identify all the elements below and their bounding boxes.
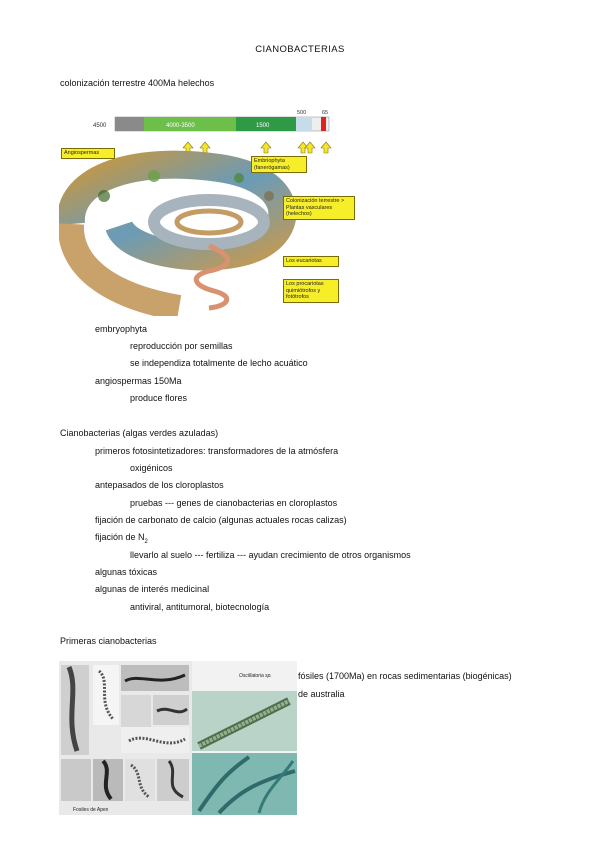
item-calcium: fijación de carbonato de calcio (algunas actuales rocas calizas) — [95, 515, 347, 525]
note-flowers: produce flores — [130, 393, 188, 403]
item-soil: llevarlo al suelo --- fertiliza --- ayudan crecimiento de otros organismos — [130, 550, 411, 560]
item-evidence: pruebas --- genes de cianobacterias en cloroplastos — [130, 498, 338, 508]
fossil-microscopy-images — [59, 661, 297, 815]
timeline-label-4500: 4500 — [93, 123, 107, 129]
section-heading-colonization: colonización terrestre 400Ma helechos — [60, 78, 215, 88]
section-heading-first-cyanobacteria: Primeras cianobacterias — [60, 636, 157, 646]
item-photosynthesizers: primeros fotosintetizadores: transformadores de la atmósfera — [95, 446, 339, 456]
timeline-label-1500: 1500 — [256, 123, 270, 129]
note-angiosperms: angiospermas 150Ma — [95, 376, 182, 386]
note-embryophyta: embryophyta — [95, 324, 148, 334]
page-title: CIANOBACTERIAS — [255, 44, 345, 55]
timeline-label-65: 65 — [322, 110, 329, 116]
section-heading-cyanobacteria: Cianobacterias (algas verdes azuladas) — [60, 428, 219, 438]
callout-prokaryotes: Los procariotas quimiótrofos y fotótrofos — [283, 279, 339, 303]
timeline-arrows — [183, 142, 331, 153]
fossil-photos — [59, 661, 297, 815]
callout-colonization: Colonización terrestre > Plantas vasculares (helechos) — [283, 196, 355, 220]
note-water-independence: se independiza totalmente de lecho acuático — [130, 358, 308, 368]
timeline-label-4000-3500: 4000-3500 — [166, 123, 195, 129]
fossil-description-line1: fósiles (1700Ma) en rocas sedimentarias (biogénicas) — [298, 671, 512, 681]
item-medical-detail: antiviral, antitumoral, biotecnología — [130, 602, 270, 612]
callout-angiosperms: Angiospermas — [61, 148, 115, 159]
item-oxygenic: oxigénicos — [130, 463, 173, 473]
timeline-segment-65 — [321, 117, 326, 131]
item-medical: algunas de interés medicinal — [95, 584, 210, 594]
item-n2-fixation: fijación de $N_2$ — [95, 532, 148, 545]
item-ancestors: antepasados de los cloroplastos — [95, 480, 224, 490]
fossil-description-line2: de australia — [298, 689, 345, 699]
timeline-segment-500 — [296, 117, 312, 131]
callout-eukaryotes: Los eucariotas — [283, 256, 339, 267]
note-seed-reproduction: reproducción por semillas — [130, 341, 233, 351]
geologic-time-spiral-figure — [59, 96, 357, 316]
photo-caption-right: Oscillatoria sp. — [239, 673, 272, 679]
timeline-label-500: 500 — [297, 110, 307, 116]
callout-embryophyta: Embriophyta (fanerógamas) — [251, 156, 307, 173]
item-toxic: algunas tóxicas — [95, 567, 158, 577]
timeline-segment-4500 — [115, 117, 144, 131]
photo-caption-left: Fosiles de Apex — [73, 807, 109, 813]
